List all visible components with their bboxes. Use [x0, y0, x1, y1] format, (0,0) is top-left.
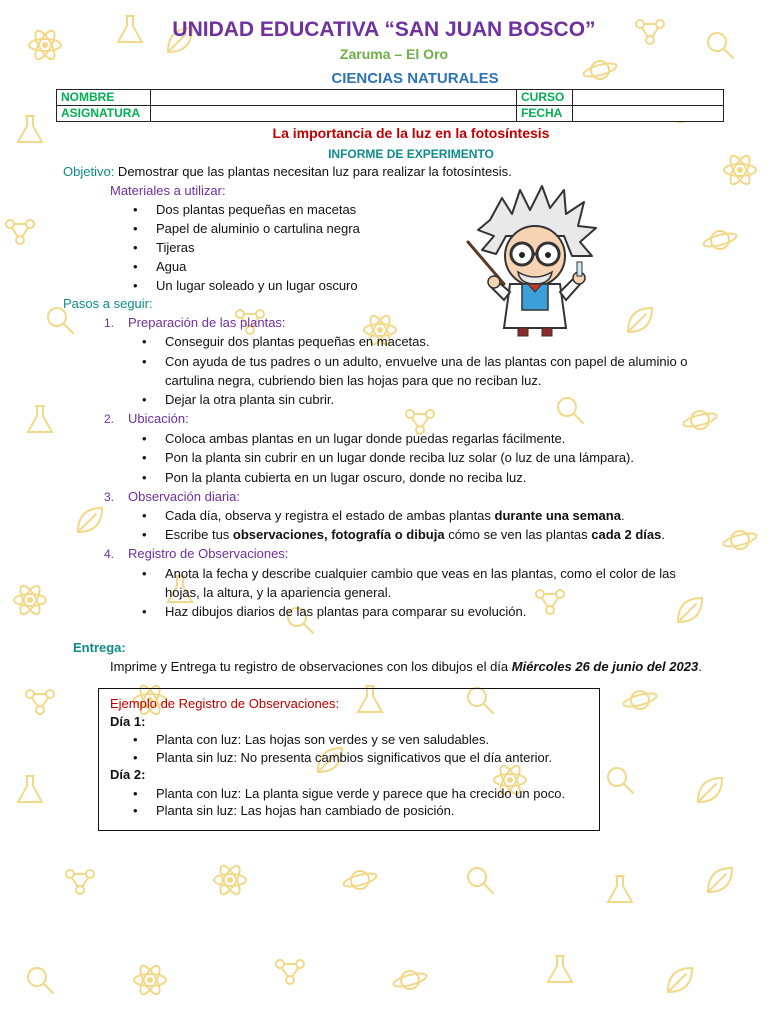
curso-field[interactable]: [573, 90, 724, 106]
asignatura-field[interactable]: [151, 106, 517, 122]
step-title: Preparación de las plantas:: [128, 315, 286, 330]
objective-text: Demostrar que las plantas necesitan luz para realizar la fotosíntesis.: [114, 164, 512, 179]
list-item: • Con ayuda de tus padres o un adulto, envuelve una de las plantas con papel de aluminio o: [165, 354, 688, 369]
list-item: • Pon la planta cubierta en un lugar oscuro, donde no reciba luz.: [165, 470, 526, 485]
day2-label: Día 2:: [110, 767, 146, 782]
step1-bullet2-cont: cartulina negra, cubriendo bien las hojas para que no reciban luz.: [165, 373, 542, 388]
subject-heading: CIENCIAS NATURALES: [331, 70, 499, 87]
example-title: Ejemplo de Registro de Observaciones:: [110, 696, 340, 711]
list-item: • Planta con luz: Las hojas son verdes y se ven saludables.: [156, 732, 489, 747]
list-item: • Haz dibujos diarios de las plantas para comparar su evolución.: [165, 604, 526, 619]
nombre-field[interactable]: [151, 90, 517, 106]
step-number: 3.: [104, 490, 115, 504]
list-item: • Planta sin luz: No presenta cambios significativos que el día anterior.: [156, 750, 552, 765]
step4-bullet1-cont: hojas, la altura, y la apariencia general.: [165, 585, 392, 600]
list-item: • Tijeras: [156, 240, 195, 255]
fecha-label: FECHA: [517, 106, 573, 122]
list-item: • Agua: [156, 259, 186, 274]
fecha-field[interactable]: [573, 106, 724, 122]
step-number: 4.: [104, 547, 115, 561]
materials-title: Materiales a utilizar:: [110, 183, 226, 198]
delivery-label: Entrega:: [73, 640, 126, 655]
document-subtitle: INFORME DE EXPERIMENTO: [328, 147, 494, 161]
curso-label: CURSO: [517, 90, 573, 106]
steps-title: Pasos a seguir:: [63, 296, 153, 311]
list-item: • Conseguir dos plantas pequeñas en macetas.: [165, 334, 430, 349]
step-title: Ubicación:: [128, 411, 189, 426]
list-item: • Anota la fecha y describe cualquier cambio que veas en las plantas, como el color de las: [165, 566, 676, 581]
document-title: La importancia de la luz en la fotosíntesis: [272, 125, 550, 141]
student-info-table: [56, 89, 724, 122]
nombre-label: NOMBRE: [57, 90, 151, 106]
list-item: • Papel de aluminio o cartulina negra: [156, 221, 360, 236]
list-item: • Escribe tus observaciones, fotografía o dibuja cómo se ven las plantas cada 2 días.: [165, 527, 665, 542]
city-name: Zaruma – El Oro: [339, 46, 449, 62]
day1-label: Día 1:: [110, 714, 146, 729]
list-item: • Cada día, observa y registra el estado de ambas plantas durante una semana.: [165, 508, 625, 523]
delivery-text: Imprime y Entrega tu registro de observaciones con los dibujos el día Miércoles 26 de junio del 2023.: [110, 659, 702, 674]
objective-label: Objetivo:: [63, 164, 115, 179]
objective: [63, 164, 512, 179]
table-row: [57, 90, 724, 106]
list-item: • Dos plantas pequeñas en macetas: [156, 202, 356, 217]
list-item: • Un lugar soleado y un lugar oscuro: [156, 278, 358, 293]
list-item: • Dejar la otra planta sin cubrir.: [165, 392, 334, 407]
step-title: Registro de Observaciones:: [128, 546, 289, 561]
list-item: • Planta sin luz: Las hojas han cambiado de posición.: [156, 803, 454, 818]
step-title: Observación diaria:: [128, 489, 240, 504]
table-row: [57, 106, 724, 122]
step-number: 1.: [104, 316, 115, 330]
list-item: • Planta con luz: La planta sigue verde y parece que ha crecido un poco.: [156, 786, 565, 801]
school-name: UNIDAD EDUCATIVA “SAN JUAN BOSCO”: [172, 18, 596, 41]
list-item: • Coloca ambas plantas en un lugar donde puedas regarlas fácilmente.: [165, 431, 565, 446]
scientist-icon: [460, 180, 610, 340]
asignatura-label: ASIGNATURA: [57, 106, 151, 122]
step-number: 2.: [104, 412, 115, 426]
list-item: • Pon la planta sin cubrir en un lugar donde reciba luz solar (o luz de una lámpara).: [165, 450, 634, 465]
